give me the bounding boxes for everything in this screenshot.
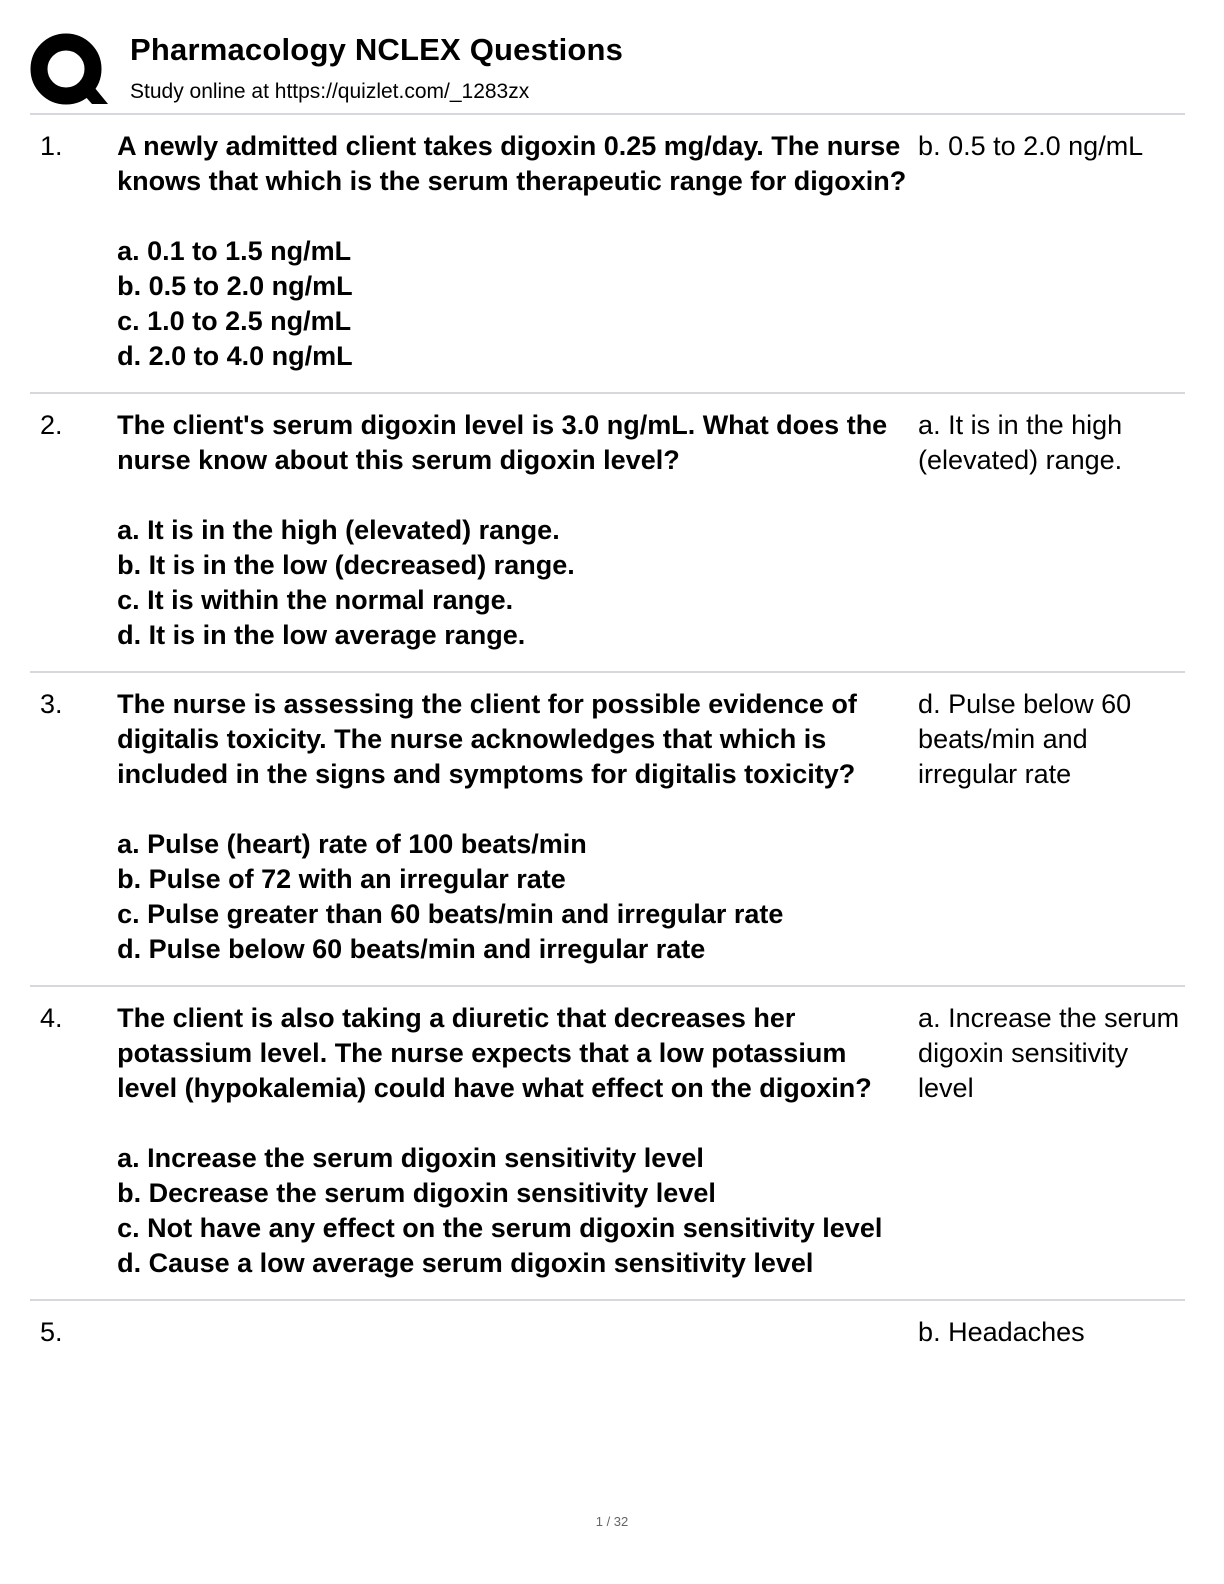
flashcard [30, 987, 1185, 1301]
option-item: a. It is in the high (elevated) range. [117, 515, 560, 545]
flashcard-list [30, 115, 1185, 1368]
option-item: d. Cause a low average serum digoxin sensitivity level [117, 1248, 814, 1278]
question-stem: The client is also taking a diuretic that decreases her potassium level. The nurse expects that a low potassium level (hypokalemia) could have what effect on the digoxin? [117, 1003, 872, 1103]
card-answer: a. Increase the serum digoxin sensitivity level [918, 1003, 1180, 1103]
flashcard [30, 394, 1185, 673]
page-header [30, 28, 1190, 114]
option-item: a. Increase the serum digoxin sensitivity level [117, 1143, 704, 1173]
card-question [117, 1315, 908, 1350]
option-item: a. Pulse (heart) rate of 100 beats/min [117, 829, 587, 859]
card-question [117, 408, 908, 653]
option-item: b. Pulse of 72 with an irregular rate [117, 864, 566, 894]
card-question [117, 129, 908, 374]
question-options [117, 234, 908, 374]
option-item: a. 0.1 to 1.5 ng/mL [117, 236, 352, 266]
option-item: b. Decrease the serum digoxin sensitivity level [117, 1178, 716, 1208]
option-item: c. Not have any effect on the serum digoxin sensitivity level [117, 1213, 883, 1243]
card-number: 2. [40, 410, 63, 440]
document-title: Pharmacology NCLEX Questions [130, 32, 624, 67]
study-online-link[interactable]: Study online at https://quizlet.com/_1283zx [130, 80, 530, 103]
option-item: d. 2.0 to 4.0 ng/mL [117, 341, 353, 371]
flashcard [30, 115, 1185, 394]
card-answer: b. 0.5 to 2.0 ng/mL [918, 131, 1144, 161]
question-stem: A newly admitted client takes digoxin 0.25 mg/day. The nurse knows that which is the serum therapeutic range for digoxin? [117, 131, 907, 196]
card-number: 5. [40, 1317, 63, 1347]
question-options [117, 1141, 908, 1281]
page-number: 1 / 32 [595, 1514, 629, 1529]
card-number: 3. [40, 689, 63, 719]
question-stem: The client's serum digoxin level is 3.0 ng/mL. What does the nurse know about this serum digoxin level? [117, 410, 888, 475]
option-item: b. It is in the low (decreased) range. [117, 550, 575, 580]
card-answer: a. It is in the high (elevated) range. [918, 410, 1123, 475]
card-question [117, 687, 908, 967]
option-item: c. 1.0 to 2.5 ng/mL [117, 306, 352, 336]
card-number: 1. [40, 131, 63, 161]
option-item: b. 0.5 to 2.0 ng/mL [117, 271, 353, 301]
option-item: d. It is in the low average range. [117, 620, 526, 650]
card-number: 4. [40, 1003, 63, 1033]
question-options [117, 513, 908, 653]
option-item: d. Pulse below 60 beats/min and irregular rate [117, 934, 706, 964]
flashcard [30, 673, 1185, 987]
card-question [117, 1001, 908, 1281]
question-stem: The nurse is assessing the client for possible evidence of digitalis toxicity. The nurse acknowledges that which is included in the signs and symptoms for digitalis toxicity? [117, 689, 857, 789]
option-item: c. Pulse greater than 60 beats/min and irregular rate [117, 899, 784, 929]
card-answer: d. Pulse below 60 beats/min and irregular rate [918, 689, 1132, 789]
option-item: c. It is within the normal range. [117, 585, 514, 615]
quizlet-q-logo-icon [30, 32, 108, 110]
card-answer: b. Headaches [918, 1317, 1085, 1347]
flashcard [30, 1301, 1185, 1368]
question-options [117, 827, 908, 967]
